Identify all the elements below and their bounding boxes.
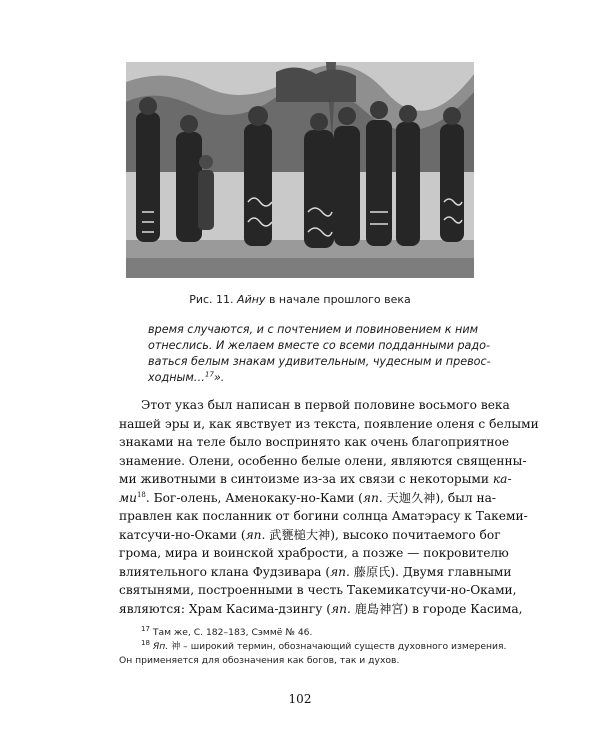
body-italic: ка-	[492, 472, 512, 486]
body-text-run: влиятельного клана Фудзивара (	[119, 564, 331, 579]
footnote-text: Там же, С. 182–183, Сэммё № 46.	[152, 627, 313, 638]
quote-line: ваться белым знакам удивительным, чудесным и превос-	[148, 355, 491, 368]
body-text-run: . Бог-олень, Аменокаку-но-Ками (	[145, 490, 363, 505]
body-line: знамение. Олени, особенно белые олени, являются священны-	[119, 453, 527, 468]
body-line	[119, 489, 497, 508]
body-text-run: являются: Храм Касима-дзингу (	[119, 601, 332, 616]
body-line	[119, 526, 501, 545]
body-italic: яп.	[331, 601, 351, 616]
footnote-17	[119, 626, 491, 640]
body-text-run: 鹿島神宮) в городе Касима,	[354, 601, 523, 616]
quote-line-text: ходным…	[148, 371, 205, 384]
footnote-ref-17: 17	[204, 370, 214, 379]
footnote-number: 18	[141, 638, 150, 647]
body-text-run: 天迦久神), был на-	[386, 490, 497, 505]
footnote-18	[119, 638, 507, 654]
ainu-group-photo	[126, 62, 474, 278]
body-line: знаками на теле было воспринято как очень благоприятное	[119, 435, 510, 449]
photo-illustration	[126, 62, 474, 278]
quote-line: отнеслись. И желаем вместе со всеми подданными радо-	[148, 339, 491, 352]
footnote-italic: Яп.	[152, 641, 169, 652]
footnote-18-continued: Он применяется для обозначения как богов, так и духов.	[119, 655, 400, 666]
body-italic: яп.	[245, 527, 266, 542]
caption-italic: Айну	[237, 293, 266, 306]
quote-line: время случаются, и с почтением и повиновением к ним	[148, 323, 479, 336]
body-line: грома, мира и воинской храбрости, а позже — покровителю	[119, 546, 509, 560]
footnote-number: 17	[141, 624, 150, 633]
quote-block	[148, 322, 491, 386]
body-line	[119, 600, 523, 619]
body-line: правлен как посланник от богини солнца Аматэрасу к Такеми-	[119, 509, 528, 523]
caption-prefix: Рис. 11.	[189, 293, 234, 306]
footnotes	[119, 624, 507, 668]
body-text-run: 武甕槌大神), высоко почитаемого бог	[269, 527, 501, 542]
quote-line-last	[148, 370, 478, 386]
caption-rest: в начале прошлого века	[268, 293, 411, 306]
body-line: святынями, построенными в честь Такемикатсучи-но-Оками,	[119, 583, 517, 597]
footnote-ref-18: 18	[136, 490, 146, 499]
footnote-text: 神 – широкий термин, обозначающий существ духовного измерения.	[171, 641, 507, 652]
body-text-run: 藤原氏). Двумя главными	[353, 564, 512, 579]
body-text	[119, 396, 539, 618]
body-line	[119, 563, 512, 582]
body-line	[119, 470, 512, 489]
body-italic: яп.	[330, 564, 350, 579]
body-italic: ми	[119, 490, 137, 505]
body-text-run: ми животными в синтоизме из-за их связи с некоторыми	[119, 472, 490, 486]
figure-caption	[0, 293, 600, 306]
body-line: нашей эры и, как явствует из текста, появление оленя с белыми	[119, 416, 539, 431]
page-number: 102	[288, 692, 312, 706]
body-text-run: катсучи-но-Оками (	[119, 527, 246, 542]
quote-end: ».	[213, 371, 225, 384]
body-line: Этот указ был написан в первой половине восьмого века	[141, 398, 510, 412]
body-italic: яп.	[362, 490, 383, 505]
